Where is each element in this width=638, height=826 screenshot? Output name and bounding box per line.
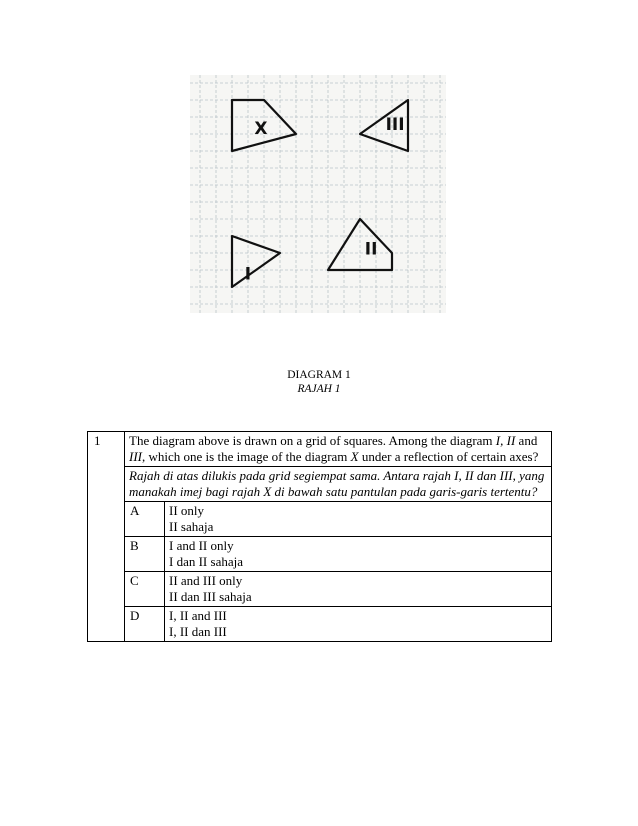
option-malay: I, II dan III: [169, 624, 227, 639]
option-letter: B: [125, 537, 165, 572]
question-text-part: and: [515, 433, 538, 448]
question-table: [87, 431, 552, 642]
option-text: [165, 607, 552, 642]
shape-label-iii: III: [385, 114, 405, 135]
grid-diagram-svg: [190, 75, 446, 313]
caption-malay: RAJAH 1: [297, 383, 341, 395]
option-english: I, II and III: [169, 608, 227, 623]
question-text-italic: III: [129, 449, 142, 464]
option-d-row[interactable]: [88, 607, 552, 642]
shape-i: [232, 236, 280, 287]
question-row-malay: [88, 467, 552, 502]
option-a-row[interactable]: [88, 502, 552, 537]
option-c-row[interactable]: [88, 572, 552, 607]
question-row-english: [88, 432, 552, 467]
option-english: II and III only: [169, 573, 243, 588]
option-letter: D: [125, 607, 165, 642]
question-malay-line-1: Rajah di atas dilukis pada grid segiempat sama. Antara rajah I, II dan III, yang: [129, 468, 545, 483]
option-malay: II dan III sahaja: [169, 589, 252, 604]
option-b-row[interactable]: [88, 537, 552, 572]
shape-label-ii: II: [364, 239, 378, 260]
shape-label-i: I: [244, 264, 252, 285]
option-text: [165, 537, 552, 572]
question-text-part: The diagram above is drawn on a grid of squares. Among the diagram: [129, 433, 496, 448]
question-text-italic: X: [350, 449, 359, 464]
option-text: [165, 572, 552, 607]
question-malay-line-2: manakah imej bagi rajah X di bawah satu pantulan pada garis-garis tertentu?: [129, 484, 538, 499]
question-text-italic: I, II: [495, 433, 516, 448]
option-letter: A: [125, 502, 165, 537]
question-text-malay: [125, 467, 552, 502]
diagram-caption: [0, 368, 638, 396]
option-malay: II sahaja: [169, 519, 214, 534]
shape-label-x: X: [254, 119, 268, 139]
option-english: II only: [169, 503, 205, 518]
question-text-part: , which one is the image of the diagram: [142, 449, 351, 464]
option-text: [165, 502, 552, 537]
option-letter: C: [125, 572, 165, 607]
question-text-part: under a reflection of certain axes?: [358, 449, 539, 464]
grid-diagram: [190, 75, 446, 313]
option-english: I and II only: [169, 538, 234, 553]
caption-english: DIAGRAM 1: [287, 369, 351, 381]
question-text-english: [125, 432, 552, 467]
option-malay: I dan II sahaja: [169, 554, 243, 569]
question-number: 1: [88, 432, 125, 642]
